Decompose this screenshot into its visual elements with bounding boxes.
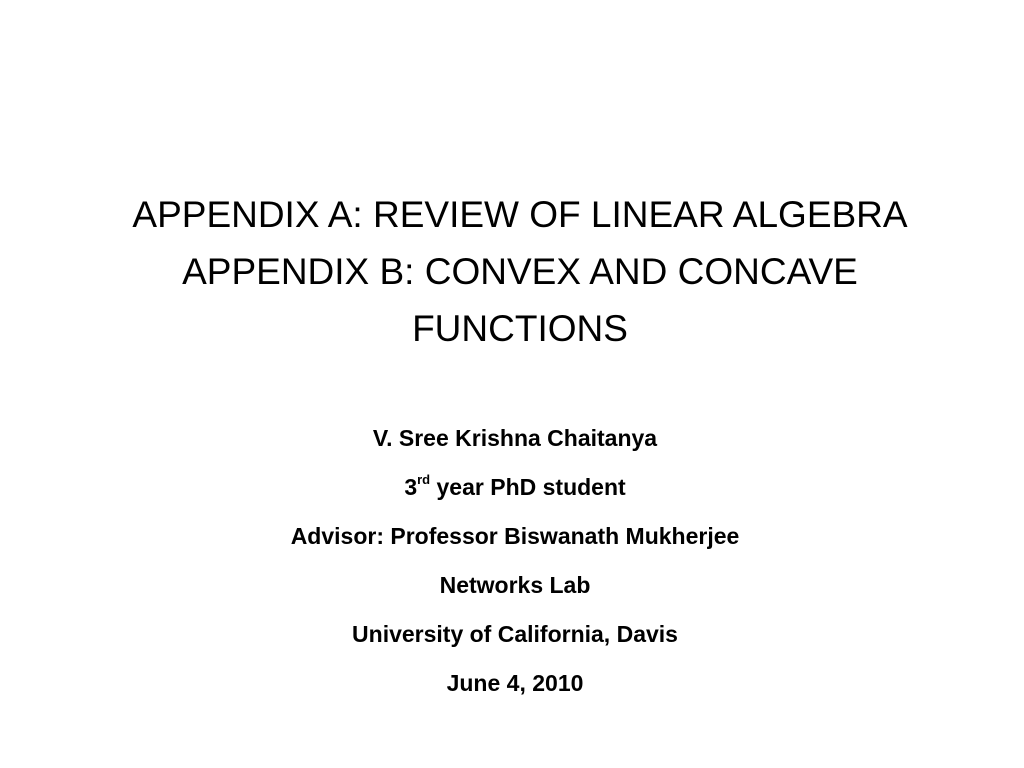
advisor-line: Advisor: Professor Biswanath Mukherjee <box>290 523 740 549</box>
author-name: V. Sree Krishna Chaitanya <box>372 425 658 451</box>
lab-name: Networks Lab <box>439 572 591 598</box>
year-suffix: rd <box>417 472 431 488</box>
title-line: APPENDIX A: REVIEW OF LINEAR ALGEBRA <box>132 194 908 235</box>
student-year <box>100 463 930 512</box>
year-text: year PhD student <box>430 474 626 500</box>
slide-subtitle <box>100 414 930 708</box>
university-name: University of California, Davis <box>352 621 678 647</box>
title-line: APPENDIX B: CONVEX AND CONCAVE <box>182 251 858 292</box>
year-number: 3 <box>404 474 418 500</box>
slide-title <box>90 186 950 357</box>
title-line: FUNCTIONS <box>412 308 628 349</box>
presentation-date: June 4, 2010 <box>446 670 584 696</box>
